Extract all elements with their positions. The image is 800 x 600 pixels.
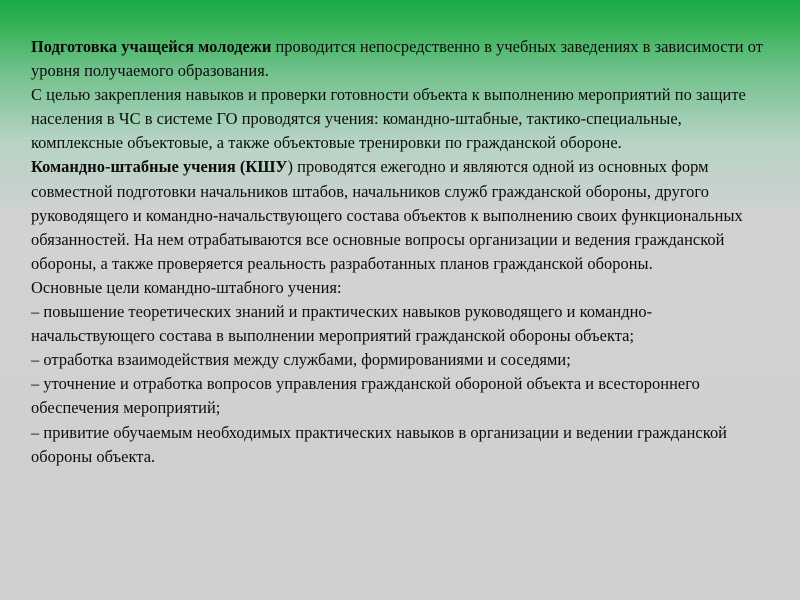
goal-item-4: – привитие обучаемым необходимых практических навыков в организации и ведении гражданской обороны объекта. — [31, 422, 728, 466]
paragraph-ksu — [31, 155, 776, 275]
bold-term-ksu: Командно-штабные учения (КШУ — [31, 157, 288, 177]
goal-item-3: – уточнение и отработка вопросов управления гражданской обороной объекта и всестороннего обеспечения мероприятий; — [31, 374, 700, 418]
goal-item-1: – повышение теоретических знаний и практических навыков руководящего и командно-начальствующего состава в выполнении мероприятий гражданской обороны объекта; — [31, 302, 653, 346]
paragraph-youth-training — [31, 35, 776, 83]
paragraph-ksu-text: ) проводятся ежегодно и являются одной из основных форм совместной подготовки начальников штабов, начальников служб гражданской обороны, другого руководящего и командно-начальствующего состава объектов к выполнению своих функциональных обязанностей. На нем отрабатываются все основные вопросы организации и ведения гражданской обороны, а также проверяется реальность разработанных планов гражданской обороны. — [31, 157, 743, 273]
text-body — [31, 35, 776, 469]
paragraph-youth-training-text: проводится непосредственно в учебных заведениях в зависимости от уровня получаемого образования. — [31, 37, 764, 81]
bold-term-youth-training: Подготовка учащейся молодежи — [31, 37, 272, 56]
goal-item-2: – отработка взаимодействия между службами, формированиями и соседями; — [31, 350, 571, 370]
paragraph-exercises: С целью закрепления навыков и проверки готовности объекта к выполнению мероприятий по защите населения в ЧС в системе ГО проводятся учения: командно-штабные, тактико-специальные, комплексные объектовые, а также объектовые тренировки по гражданской обороне. — [31, 85, 746, 153]
goals-heading: Основные цели командно-штабного учения: — [31, 277, 342, 297]
